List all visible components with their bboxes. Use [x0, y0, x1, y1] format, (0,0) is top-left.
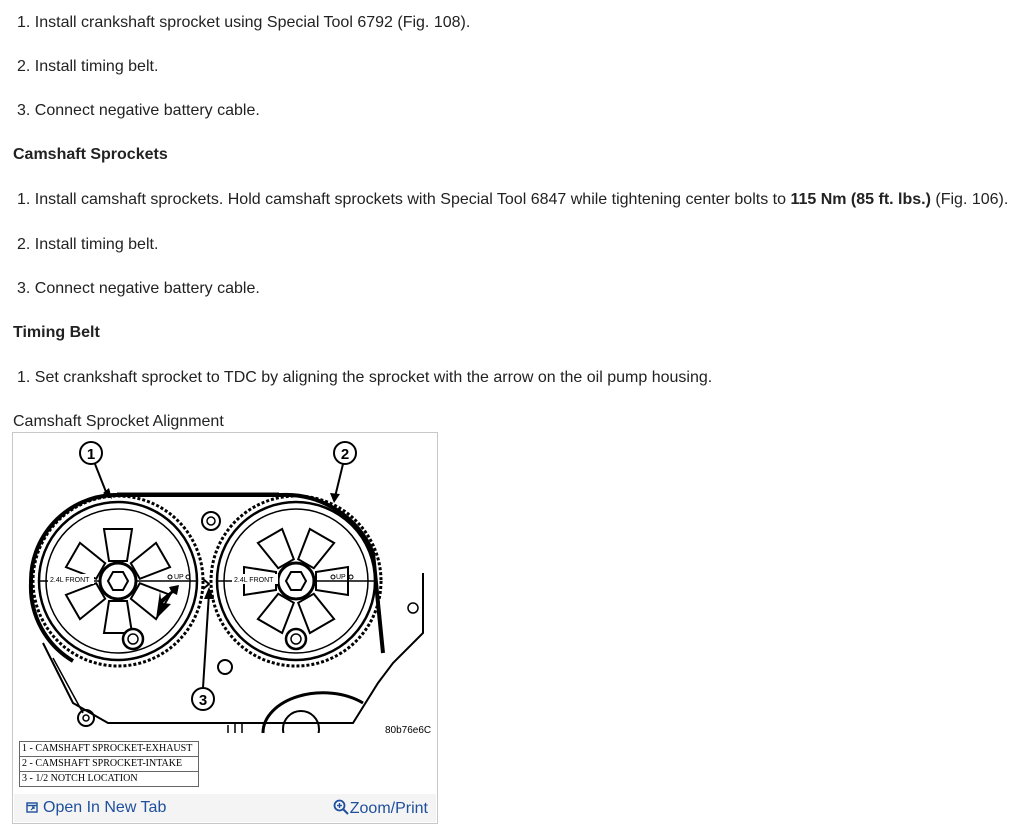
open-in-new-tab-label: Open In New Tab: [43, 799, 167, 816]
figure-box: [12, 432, 438, 824]
legend-item: 1 - CAMSHAFT SPROCKET-EXHAUST: [20, 742, 199, 757]
timing-belt-heading: Timing Belt: [13, 324, 100, 341]
open-new-tab-icon: [26, 801, 39, 814]
legend-item: 2 - CAMSHAFT SPROCKET-INTAKE: [20, 757, 199, 772]
crank-step-2: 2. Install timing belt.: [17, 58, 159, 75]
figure-code: 80b76e6C: [385, 725, 432, 736]
intake-sprocket: [211, 496, 381, 666]
callout-1-number: 1: [86, 446, 96, 463]
torque-spec: 115 Nm (85 ft. lbs.): [790, 191, 931, 208]
belt-cover-line: [53, 658, 83, 713]
legend-item: 3 - 1/2 NOTCH LOCATION: [20, 772, 199, 787]
magnifier-icon: [333, 799, 349, 815]
crank-step-3: 3. Connect negative battery cable.: [17, 102, 260, 119]
figure-toolbar: [14, 794, 436, 822]
callout-3-number: 3: [198, 692, 208, 709]
camshaft-step-3: 3. Connect negative battery cable.: [17, 280, 260, 297]
housing-bolt-lower-left: [78, 710, 94, 726]
camshaft-step-2: 2. Install timing belt.: [17, 236, 159, 253]
camshaft-sprocket-diagram: [13, 433, 437, 733]
figure-caption: Camshaft Sprocket Alignment: [13, 413, 224, 430]
exhaust-sprocket-front-label: 2.4L FRONT: [50, 577, 90, 584]
exhaust-sprocket-up-label: UP: [174, 574, 184, 581]
housing-bolt-center: [202, 512, 220, 530]
half-notch-mark: [203, 579, 209, 589]
open-in-new-tab-link[interactable]: [26, 799, 166, 817]
exhaust-sprocket: [33, 496, 203, 666]
camshaft-step-1-suffix: (Fig. 106).: [930, 191, 1009, 208]
lower-pulley: [263, 693, 363, 733]
timing-step-1: 1. Set crankshaft sprocket to TDC by aligning the sprocket with the arrow on the oil pump housing.: [17, 369, 713, 386]
camshaft-step-1: [17, 190, 1008, 210]
housing-bolt-lower-center: [218, 660, 232, 674]
figure-legend: [19, 741, 199, 787]
intake-sprocket-up-label: UP: [336, 574, 346, 581]
intake-sprocket-front-label: 2.4L FRONT: [234, 577, 274, 584]
zoom-print-label: Zoom/Print: [349, 800, 428, 817]
camshaft-sprockets-heading: Camshaft Sprockets: [13, 146, 168, 163]
camshaft-step-1-text: 1. Install camshaft sprockets. Hold camshaft sprockets with Special Tool 6847 while tightening center bolts to: [17, 191, 791, 208]
callout-2-number: 2: [340, 446, 350, 463]
zoom-print-link[interactable]: [333, 799, 428, 818]
crank-step-1: 1. Install crankshaft sprocket using Special Tool 6792 (Fig. 108).: [17, 14, 471, 31]
housing-bolt-right: [408, 603, 418, 613]
